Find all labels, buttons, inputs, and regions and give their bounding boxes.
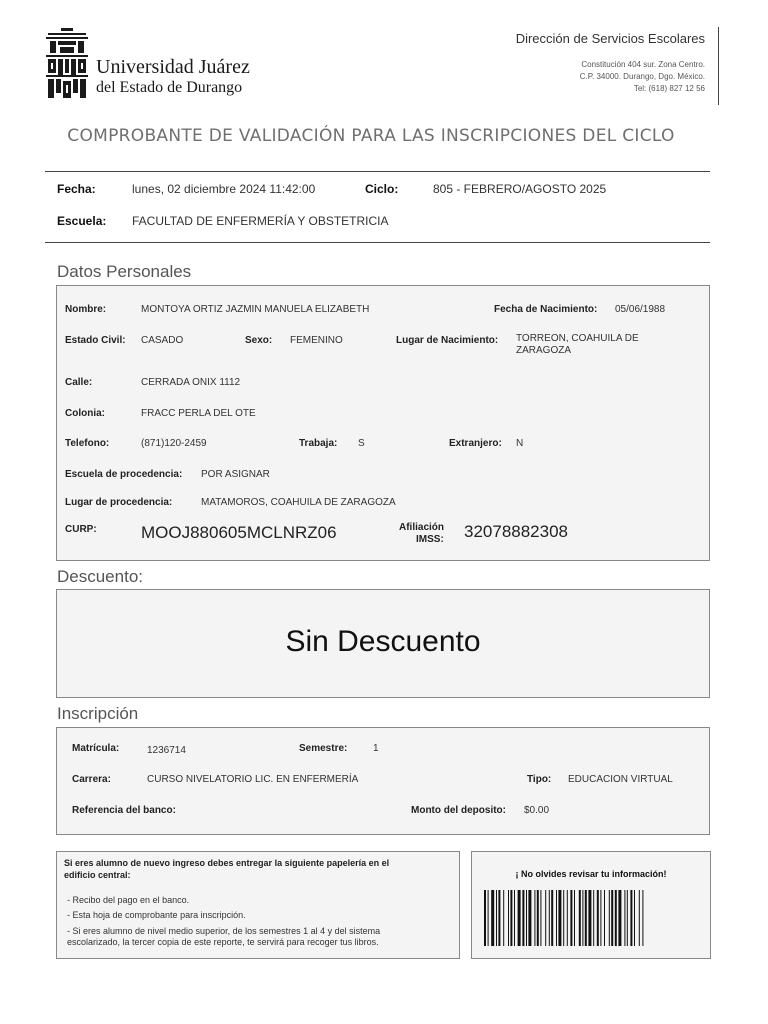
fecha-nacimiento-label: Fecha de Nacimiento: [494, 304, 598, 315]
section-title-descuento: Descuento: [57, 567, 143, 586]
ciclo-label: Ciclo: [365, 182, 399, 196]
instructions-heading-cont: edificio central: [64, 870, 131, 880]
lugar-procedencia-value: MATAMOROS, COAHUILA DE ZARAGOZA [201, 497, 396, 508]
fecha-label: Fecha: [57, 182, 96, 196]
escuela-label: Escuela: [57, 214, 107, 228]
imss-label: Afiliación [399, 522, 445, 533]
section-title-datos-personales: Datos Personales [57, 262, 192, 281]
phone-line: Tel: (618) 827 12 56 [633, 84, 705, 93]
barcode-bar [484, 890, 486, 946]
barcode-bar [498, 890, 500, 946]
sexo-label: Sexo: [245, 335, 273, 346]
semestre-value: 1 [373, 743, 379, 754]
barcode-bar [556, 890, 557, 946]
matricula-label: Matrícula: [72, 743, 120, 754]
monto-deposito-label: Monto del deposito: [411, 805, 506, 816]
barcode-bar [593, 890, 594, 946]
barcode-bar [549, 890, 550, 946]
barcode-reminder: ¡ No olvides revisar tu información! [515, 869, 667, 879]
barcode-bar [518, 890, 521, 946]
instruction-item: - Esta hoja de comprobante para inscripción. [67, 910, 246, 920]
barcode-bar [588, 890, 591, 946]
divider [45, 171, 710, 172]
barcode-bar [639, 890, 640, 946]
lugar-nacimiento-value-cont: ZARAGOZA [516, 345, 572, 356]
ciclo-value: 805 - FEBRERO/AGOSTO 2025 [433, 182, 607, 196]
extranjero-label: Extranjero: [449, 438, 502, 449]
barcode-bar [615, 890, 617, 946]
estado-civil-value: CASADO [141, 335, 184, 346]
colonia-value: FRACC PERLA DEL OTE [141, 408, 256, 419]
lugar-nacimiento-label: Lugar de Nacimiento: [396, 335, 499, 346]
barcode-bar [488, 890, 489, 946]
barcode-icon [484, 890, 700, 951]
personal-data-panel [56, 285, 710, 561]
barcode-bar [634, 890, 635, 946]
department-name: Dirección de Servicios Escolares [515, 31, 705, 46]
barcode-bar [514, 890, 515, 946]
curp-label: CURP: [65, 524, 97, 535]
imss-label-cont: IMSS: [416, 534, 444, 545]
barcode-bar [642, 890, 643, 946]
barcode-bar [609, 890, 610, 946]
fecha-nacimiento-value: 05/06/1988 [615, 304, 666, 315]
calle-value: CERRADA ONIX 1112 [141, 377, 241, 388]
telefono-label: Telefono: [65, 438, 110, 449]
divider [45, 242, 710, 243]
tipo-value: EDUCACION VIRTUAL [568, 774, 673, 785]
tipo-label: Tipo: [527, 774, 552, 785]
trabaja-value: S [358, 438, 365, 449]
imss-value: 32078882308 [464, 522, 569, 541]
referencia-banco-label: Referencia del banco: [72, 805, 176, 816]
nombre-label: Nombre: [65, 304, 107, 315]
barcode-bar [508, 890, 509, 946]
university-logo [46, 28, 88, 98]
fecha-value: lunes, 02 diciembre 2024 11:42:00 [132, 182, 316, 196]
barcode-bar [627, 890, 628, 946]
barcode-bar [604, 890, 605, 946]
sexo-value: FEMENINO [290, 335, 343, 346]
trabaja-label: Trabaja: [299, 438, 338, 449]
barcode-bar [496, 890, 497, 946]
semestre-label: Semestre: [299, 743, 348, 754]
barcode-bar [570, 890, 572, 946]
document-title: COMPROBANTE DE VALIDACIÓN PARA LAS INSCRIPCIONES DEL CICLO [67, 126, 675, 146]
lugar-nacimiento-value: TORREON, COAHUILA DE [516, 333, 639, 344]
address-line: Constitución 404 sur. Zona Centro. [581, 60, 705, 69]
barcode-bar [597, 890, 599, 946]
instruction-item: - Si eres alumno de nivel medio superior, de los semestres 1 al 4 y del sistema [67, 926, 381, 936]
barcode-bar [526, 890, 527, 946]
header-divider [718, 27, 719, 105]
escuela-value: FACULTAD DE ENFERMERÍA Y OBSTETRICIA [132, 214, 389, 228]
barcode-bar [567, 890, 568, 946]
instruction-item-cont: escolarizado, la tercer copia de este reporte, te servirá para recoger tus libros. [67, 937, 379, 947]
section-title-inscripcion: Inscripción [57, 704, 139, 723]
extranjero-value: N [516, 438, 524, 449]
barcode-bar [545, 890, 546, 946]
barcode-bar [528, 890, 531, 946]
instructions-heading: Si eres alumno de nuevo ingreso debes entregar la siguiente papelería en el [64, 858, 390, 868]
barcode-bar [558, 890, 561, 946]
escuela-procedencia-label: Escuela de procedencia: [65, 469, 183, 480]
barcode-bar [600, 890, 601, 946]
descuento-value: Sin Descuento [285, 625, 481, 658]
barcode-bar [579, 890, 581, 946]
telefono-value: (871)120-2459 [141, 438, 207, 449]
instructions-panel [56, 851, 460, 959]
barcode-bar [582, 890, 583, 946]
nombre-value: MONTOYA ORTIZ JAZMIN MANUELA ELIZABETH [141, 304, 370, 315]
barcode-bar [630, 890, 632, 946]
barcode-bar [503, 890, 504, 946]
colonia-label: Colonia: [65, 408, 105, 419]
barcode-bar [522, 890, 524, 946]
escuela-procedencia-value: POR ASIGNAR [201, 469, 270, 480]
barcode-bar [618, 890, 621, 946]
barcode-panel [471, 851, 711, 959]
university-name: Universidad Juárez [96, 56, 250, 78]
inscripcion-panel [56, 727, 710, 835]
instruction-item: - Recibo del pago en el banco. [67, 895, 190, 905]
estado-civil-label: Estado Civil: [65, 335, 126, 346]
carrera-value: CURSO NIVELATORIO LIC. EN ENFERMERÍA [147, 774, 359, 785]
barcode-bar [611, 890, 613, 946]
barcode-bar [540, 890, 541, 946]
barcode-bar [510, 890, 512, 946]
curp-value: MOOJ880605MCLNRZ06 [141, 523, 337, 542]
barcode-bar [534, 890, 535, 946]
barcode-bar [563, 890, 564, 946]
monto-deposito-value: $0.00 [524, 805, 550, 816]
descuento-panel [56, 589, 710, 698]
barcode-bar [551, 890, 553, 946]
calle-label: Calle: [65, 377, 93, 388]
barcode-bar [624, 890, 625, 946]
address-line: C.P. 34000. Durango, Dgo. México. [579, 72, 705, 81]
carrera-label: Carrera: [72, 774, 111, 785]
barcode-bar [537, 890, 539, 946]
barcode-bar [491, 890, 494, 946]
lugar-procedencia-label: Lugar de procedencia: [65, 497, 173, 508]
barcode-bar [585, 890, 587, 946]
matricula-value: 1236714 [147, 745, 186, 756]
barcode-bar [574, 890, 575, 946]
university-subname: del Estado de Durango [96, 79, 243, 96]
